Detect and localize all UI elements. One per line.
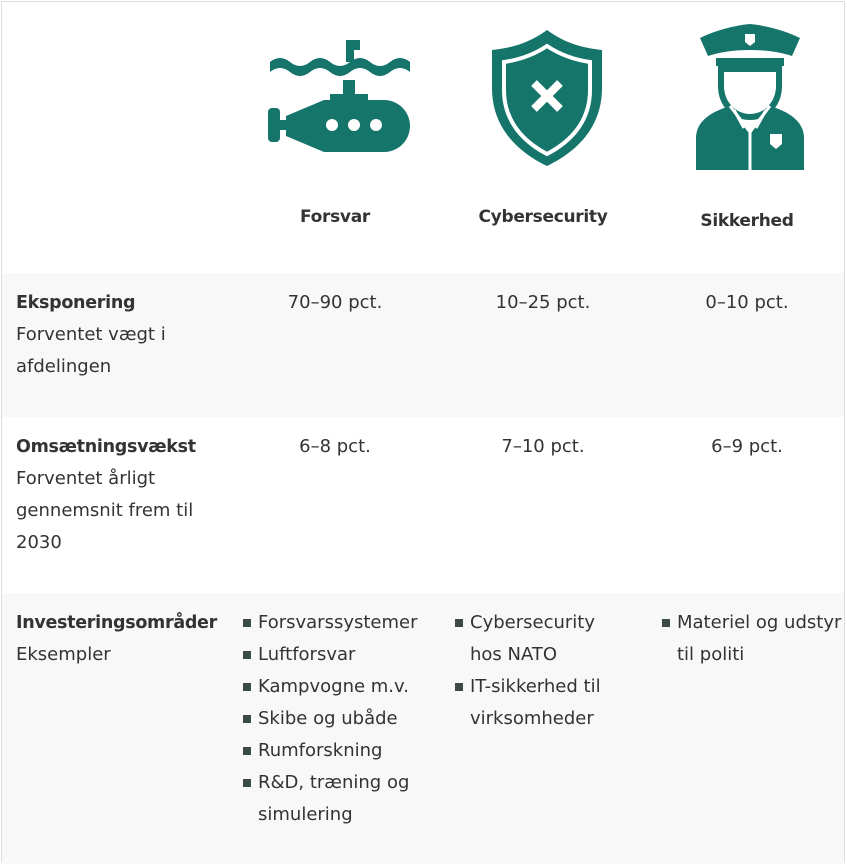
cell-forsvar: 6–8 pct.: [299, 436, 371, 457]
table-row-eksponering: [2, 273, 844, 417]
column-header-forsvar: Forsvar: [300, 207, 370, 227]
comparison-table: [1, 1, 845, 863]
list-item: Materiel og udstyr til politi: [662, 607, 842, 671]
row-subtitle: Forventet vægt i afdelingen: [16, 324, 166, 377]
list-item: Rumforskning: [243, 735, 443, 767]
list-item: IT-sikkerhed til virksomheder: [455, 671, 635, 735]
row-subtitle: Eksempler: [16, 644, 111, 665]
column-header-sikkerhed: Sikkerhed: [700, 211, 794, 231]
table-header-row: [2, 2, 844, 273]
row-header: [16, 287, 226, 383]
cell-sikkerhed: 6–9 pct.: [711, 436, 783, 457]
cell-cybersecurity: 7–10 pct.: [501, 436, 585, 457]
submarine-icon: [264, 32, 414, 152]
row-title: Investeringsområder: [16, 613, 217, 633]
list-cybersecurity: [455, 607, 635, 735]
row-subtitle: Forventet årligt gennemsnit frem til 2030: [16, 468, 194, 553]
list-item: Forsvarssystemer: [243, 607, 443, 639]
row-title: Omsætningsvækst: [16, 437, 196, 457]
row-title: Eksponering: [16, 293, 136, 313]
list-sikkerhed: [662, 607, 842, 671]
list-forsvar: [243, 607, 443, 831]
list-item: Cybersecurity hos NATO: [455, 607, 610, 671]
cell-forsvar: 70–90 pct.: [287, 292, 383, 313]
police-officer-icon: [694, 22, 806, 170]
table-row-omsaetningsvaekst: [2, 417, 844, 593]
row-header: [16, 607, 226, 671]
list-item: Luftforsvar: [243, 639, 443, 671]
column-header-cybersecurity: Cybersecurity: [478, 207, 608, 227]
cell-sikkerhed: 0–10 pct.: [705, 292, 789, 313]
list-item: Skibe og ubåde: [243, 703, 443, 735]
table-row-investeringsomraader: [2, 593, 844, 864]
list-item: R&D, træning og simulering: [243, 767, 418, 831]
list-item: Kampvogne m.v.: [243, 671, 443, 703]
cell-cybersecurity: 10–25 pct.: [495, 292, 591, 313]
shield-x-icon: [488, 28, 606, 168]
row-header: [16, 431, 226, 559]
